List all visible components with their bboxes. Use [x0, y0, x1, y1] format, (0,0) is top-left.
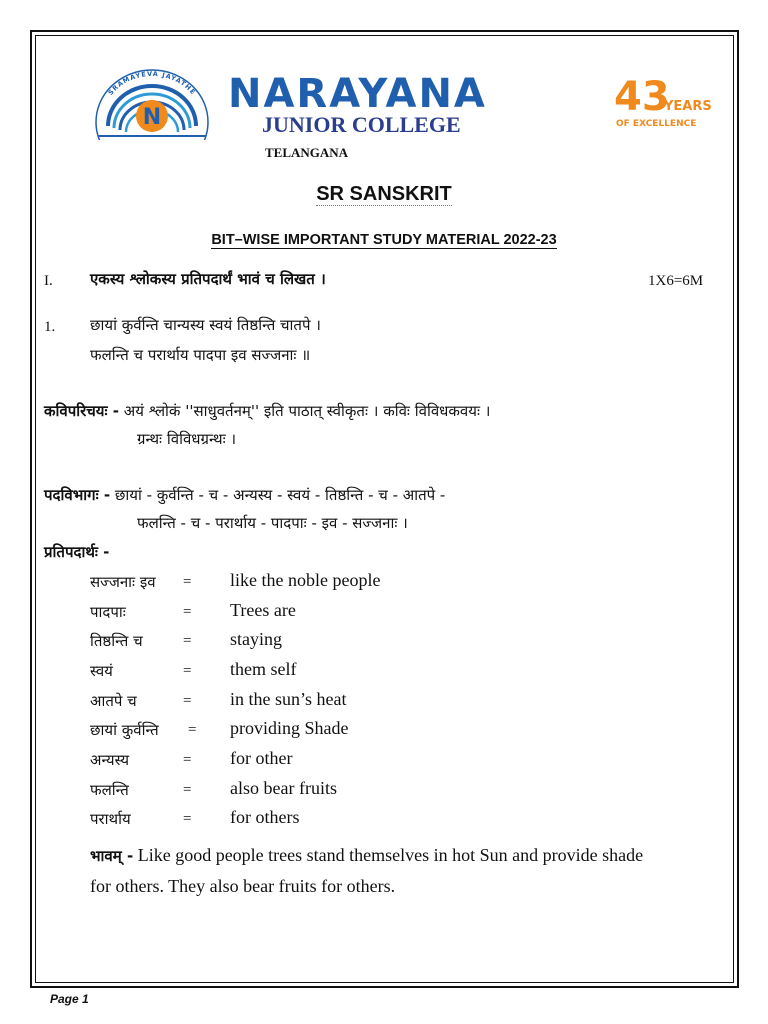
gloss-word: छायां कुर्वन्ति	[90, 721, 159, 739]
pada-line-1: छायां - कुर्वन्ति - च - अन्यस्य - स्वयं - तिष्ठन्ति - च - आतपे -	[110, 486, 446, 504]
gloss-meaning: for others	[230, 807, 300, 827]
gloss-equals: =	[188, 722, 197, 738]
gloss-equals: =	[183, 693, 192, 709]
gloss-equals: =	[183, 811, 192, 827]
svg-text:YEARS: YEARS	[664, 99, 712, 114]
pada-vibhaga	[44, 486, 445, 504]
gloss-equals: =	[183, 633, 192, 649]
gloss-meaning: providing Shade	[230, 718, 349, 738]
question-number: 1.	[44, 319, 56, 335]
gloss-equals: =	[183, 604, 192, 620]
shloka-line-1: छायां कुर्वन्ति चान्यस्य स्वयं तिष्ठन्ति चातपे ।	[90, 316, 321, 334]
svg-text:N: N	[142, 105, 162, 130]
svg-text:OF EXCELLENCE: OF EXCELLENCE	[616, 119, 697, 129]
gloss-meaning: staying	[230, 629, 282, 649]
svg-text:SRAMAYEVA JAYATHE: SRAMAYEVA JAYATHE	[106, 69, 198, 97]
gloss-word: स्वयं	[90, 662, 113, 680]
pada-label: पदविभागः -	[44, 486, 111, 504]
gloss-word: पादपाः	[90, 603, 126, 621]
kavi-parichaya	[44, 402, 490, 420]
section-instruction: एकस्य श्लोकस्य प्रतिपदार्थं भावं च लिखत ।	[90, 270, 326, 288]
bhavam-paragraph	[90, 840, 650, 901]
gloss-meaning: like the noble people	[230, 570, 381, 590]
svg-text:43: 43	[614, 74, 670, 120]
kavi-line-1: अयं श्लोकं ''साधुवर्तनम्'' इति पाठात् स्वीकृतः । कविः विविधकवयः ।	[119, 402, 491, 420]
document-subtitle: BIT–WISE IMPORTANT STUDY MATERIAL 2022-23	[211, 232, 557, 248]
college-name: JUNIOR COLLEGE	[262, 112, 461, 137]
gloss-meaning: for other	[230, 748, 293, 768]
gloss-word: आतपे च	[90, 692, 137, 710]
shloka-line-2: फलन्ति च परार्थाय पादपा इव सज्जनाः ॥	[90, 346, 311, 364]
section-marks: 1X6=6M	[648, 273, 704, 289]
gloss-word: अन्यस्य	[90, 751, 130, 769]
gloss-meaning: also bear fruits	[230, 778, 337, 798]
document-title: SR SANSKRIT	[316, 183, 452, 205]
gloss-meaning: them self	[230, 659, 297, 679]
gloss-meaning: Trees are	[230, 600, 296, 620]
pada-line-2: फलन्ति - च - परार्थाय - पादपाः - इव - सज्जनाः ।	[137, 514, 408, 532]
bhavam-label: भावम् -	[90, 847, 134, 865]
page-number: Page 1	[50, 992, 89, 1006]
bhavam-text: Like good people trees stand themselves in hot Sun and provide shade for others. They also bear fruits for others.	[90, 845, 644, 896]
state-name: TELANGANA	[265, 145, 349, 160]
gloss-equals: =	[183, 663, 192, 679]
pratipadartha-label: प्रतिपदार्थः -	[44, 543, 110, 561]
years-excellence-badge	[612, 70, 712, 134]
gloss-word: परार्थाय	[90, 810, 131, 828]
gloss-meaning: in the sun’s heat	[230, 689, 347, 709]
section-number: I.	[44, 273, 53, 289]
gloss-equals: =	[183, 782, 192, 798]
gloss-word: सज्जनाः इव	[90, 573, 156, 591]
gloss-equals: =	[183, 574, 192, 590]
gloss-word: तिष्ठन्ति च	[90, 632, 143, 650]
gloss-equals: =	[183, 752, 192, 768]
brand-name: NARAYANA	[228, 71, 487, 117]
gloss-word: फलन्ति	[90, 781, 129, 799]
kavi-line-2: ग्रन्थः विविधग्रन्थः ।	[137, 430, 237, 448]
college-emblem-logo	[88, 66, 216, 140]
kavi-label: कविपरिचयः -	[44, 402, 119, 420]
